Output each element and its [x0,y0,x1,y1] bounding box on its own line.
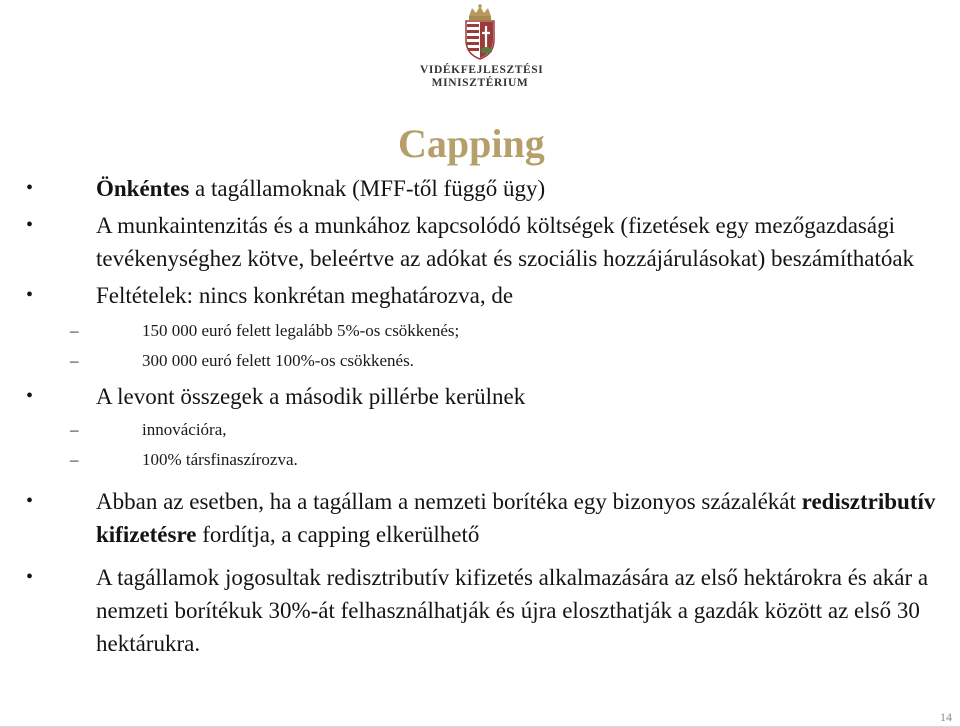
slide-title: Capping [398,121,545,166]
bullet-bold-lead: Önkéntes [96,176,190,201]
sub-bullet-text: 150 000 euró felett legalább 5%-os csökkenés; [142,321,460,340]
bullet-icon: • [26,385,34,407]
bullet-text: fordítja, a capping elkerülhető [196,522,480,547]
sub-bullet-item [0,447,940,473]
bullet-item [0,380,940,413]
bullet-icon: • [26,214,34,236]
bullet-text: A levont összegek a második pillérbe kerülnek [96,384,526,409]
ministry-logo [420,4,544,90]
bullet-icon: • [26,177,34,199]
bullet-text: Feltételek: nincs konkrétan meghatározva, de [96,283,514,308]
bullet-text: a tagállamoknak (MFF-től függő ügy) [189,176,546,201]
bullet-list [0,172,940,660]
bullet-bold-text: redisztributív kifizetésre [96,489,936,547]
bullet-icon: • [26,566,34,588]
bullet-item [0,561,940,660]
bullet-text: Abban az esetben, ha a tagállam a nemzeti borítéka egy bizonyos százalékát [96,489,802,514]
page-number: 14 [940,710,952,724]
bullet-icon: • [26,284,34,306]
dash-icon: – [70,321,79,340]
bullet-item [0,209,940,275]
bullet-item [0,172,940,205]
hungarian-coat-of-arms-icon [460,4,500,60]
dash-icon: – [70,420,79,439]
sub-bullet-text: innovációra, [142,420,227,439]
bullet-text: A munkaintenzitás és a munkához kapcsolódó költségek (fizetések egy mezőgazdasági tevékenységhez kötve, beleértve az adókat és szociális hozzájárulásokat) beszámíthatóak [96,213,915,271]
sub-bullet-text: 100% társfinaszírozva. [142,450,298,469]
bullet-text: A tagállamok jogosultak redisztributív kifizetés alkalmazására az első hektárokra és akár a nemzeti borítékuk 30%-át felhasználhatják és újra eloszthatják a gazdák között az első 30 hektárukra. [96,565,929,656]
dash-icon: – [70,351,79,370]
sub-bullet-item [0,318,940,344]
ministry-name-line1: VIDÉKFEJLESZTÉSI [420,64,544,76]
bullet-item [0,485,940,551]
ministry-name-line2: MINISZTÉRIUM [431,77,529,89]
bullet-item [0,279,940,312]
sub-bullet-item [0,348,940,374]
bullet-icon: • [26,490,34,512]
dash-icon: – [70,450,79,469]
sub-bullet-item [0,417,940,443]
sub-bullet-text: 300 000 euró felett 100%-os csökkenés. [142,351,414,370]
